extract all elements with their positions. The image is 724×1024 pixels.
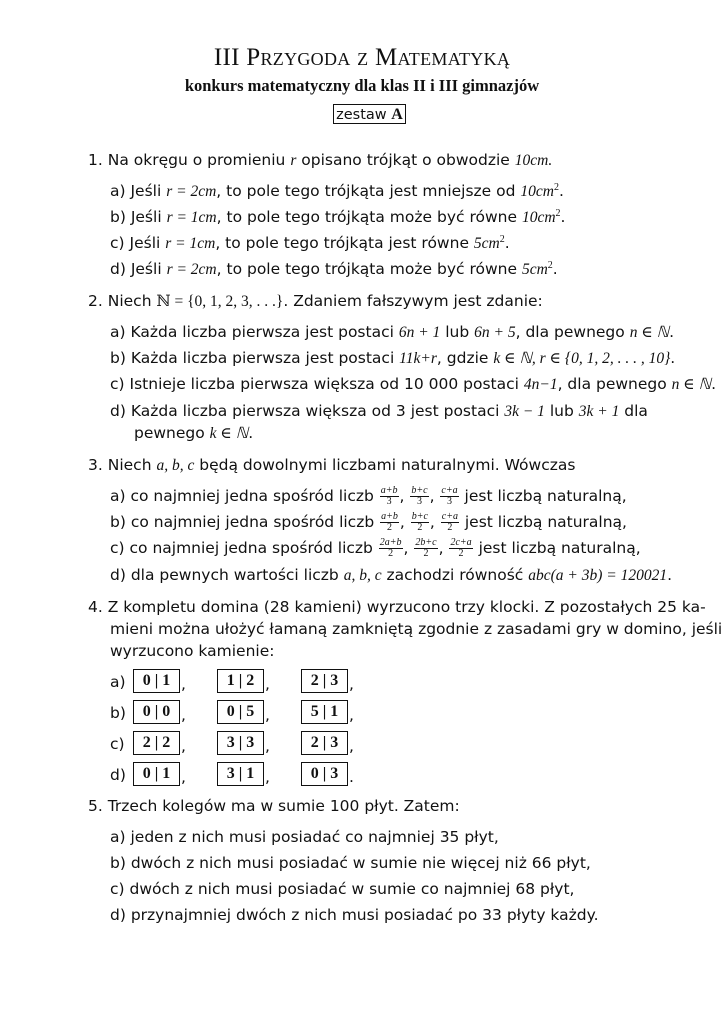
option-label: c) [110,234,125,252]
q1-stem-text-a: Na okręgu o promieniu [107,151,291,169]
option-end: . [504,234,510,252]
fraction-numerator: 2c+a [450,537,472,548]
option-end: . [670,349,676,367]
option-math: a, b, c [343,567,382,584]
fraction-denominator: 3 [416,496,422,507]
option-text: , to pole tego trójkąta jest równe [215,234,474,252]
q3-option-b: b) co najmniej jedna spośród liczb $\frac{a+b}{2}$ , $\frac{b+c}{2}$ , $\frac{c+a}{2}$ jest liczbą naturalną, [110,511,627,533]
superscript: 2 [547,259,553,271]
option-math: n ∈ ℕ [671,376,712,393]
q3-option-c: c) co najmniej jedna spośród liczb $\frac{2a+b}{2}$ , $\frac{2b+c}{2}$ , $\frac{2c+a}{2}$ jest liczbą naturalną, [110,537,641,559]
separator: , [349,706,354,724]
option-label: c) [110,375,125,393]
q4-stem-line3: wyrzucono kamienie: [110,642,275,660]
option-text: Jeśli [130,208,167,226]
option-text: jeden z nich musi posiadać co najmniej 35 płyt, [130,828,499,846]
q2-option-b [110,348,675,369]
q1-stem [88,150,552,171]
option-text: , to pole tego trójkąta jest mniejsze od [216,182,521,200]
fraction-denominator: 3 [447,496,453,507]
option-math: 3k − 1 [504,403,545,420]
option-text: lub [440,323,475,341]
option-text: pewnego [134,424,210,442]
domino-tile: 0 | 5 [217,700,264,724]
fraction-numerator: 2a+b [379,537,402,548]
option-math: k ∈ ℕ, r ∈ {0, 1, 2, . . . , 10} [493,350,671,367]
domino-tile: 2 | 3 [301,731,348,755]
fraction [380,486,399,507]
zestaw-label: zestaw [336,107,387,123]
fraction-numerator: a+b [381,511,398,522]
option-text: jest liczbą naturalną, [473,539,641,557]
q4-stem-text: Z kompletu domina (28 kamieni) wyrzucono trzy klocki. Z pozostałych 25 ka- [107,598,706,616]
domino-tile: 2 | 2 [133,731,180,755]
option-text: lub [544,402,579,420]
option-end: . [248,424,254,442]
option-text: zachodzi równość [381,566,529,584]
option-text: jest liczbą naturalną, [459,487,627,505]
fraction-denominator: 2 [458,548,464,559]
q4-option-d-label: d) [110,766,126,784]
option-math: r = 1cm [165,235,216,252]
option-math: 10cm [520,183,554,200]
fraction [414,538,437,559]
separator: , [181,706,186,724]
q1-number: 1. [88,151,103,169]
subtitle: konkurs matematyczny dla klas II i III gimnazjów [184,76,540,95]
option-text: , gdzie [436,349,494,367]
option-end: . [711,375,716,393]
fraction [441,512,459,533]
option-end: . [560,208,566,226]
option-text: , dla pewnego [557,375,672,393]
option-math: 5cm [473,235,500,252]
option-label: d) [110,906,126,924]
fraction-numerator: 2b+c [415,537,437,548]
domino-tile: 2 | 3 [301,669,348,693]
separator: , [265,675,270,693]
q2-number: 2. [88,292,103,310]
option-math: n ∈ ℕ [629,324,670,341]
fraction-numerator: c+a [441,485,458,496]
q1-stem-text-b: opisano trójkąt o obwodzie [296,151,515,169]
option-end: . [558,182,564,200]
option-label: c) [110,880,125,898]
q1-option-b [110,207,565,228]
q2-option-d-line2 [134,423,253,444]
superscript: 2 [499,233,505,245]
option-label: b) [110,208,126,226]
separator: , [181,675,186,693]
option-math: 6n + 5 [474,324,516,341]
option-text: przynajmniej dwóch z nich musi posiadać po 33 płyty każdy. [130,906,599,924]
domino-tile: 0 | 0 [133,700,180,724]
q2-option-a [110,322,674,343]
q4-stem-line1 [88,597,706,617]
option-text: jest liczbą naturalną, [459,513,627,531]
separator: , [265,737,270,755]
option-end: . [552,260,558,278]
domino-tile: 1 | 2 [217,669,264,693]
superscript: 2 [553,181,559,193]
q5-option-d [110,905,599,925]
option-text: Każda liczba pierwsza większa od 3 jest postaci [130,402,505,420]
option-label: a) [110,182,126,200]
title-roman: III [213,44,240,71]
fraction [440,486,458,507]
option-text: Jeśli [129,234,166,252]
domino-tile: 3 | 1 [217,762,264,786]
domino-tile: 0 | 1 [133,762,180,786]
separator: , [349,675,354,693]
option-label: b) [110,854,126,872]
q4-option-a-label: a) [110,673,126,691]
domino-tile: 5 | 1 [301,700,348,724]
end-period: . [349,768,354,786]
q5-option-a [110,827,499,847]
option-text: Każda liczba pierwsza jest postaci [130,349,400,367]
q3-stem [88,455,575,476]
q2-option-d-line1 [110,401,648,422]
option-text: dwóch z nich musi posiadać w sumie nie więcej niż 66 płyt, [130,854,591,872]
domino-tile: 0 | 1 [133,669,180,693]
separator: , [181,768,186,786]
option-text: , dla pewnego [515,323,630,341]
option-math: 5cm [521,261,548,278]
q3-stem-text-a: Niech [107,456,157,474]
q5-stem [88,796,460,816]
fraction-numerator: c+a [441,511,458,522]
option-label: a) [110,323,126,341]
separator: , [265,768,270,786]
separator: , [349,737,354,755]
option-text: dla [619,402,648,420]
zestaw-letter: A [391,106,403,123]
q1-stem-val: 10cm. [514,152,553,169]
q2-stem [88,291,543,312]
option-label: c) [110,539,125,557]
option-label: d) [110,566,126,584]
fraction [449,538,472,559]
q3-option-d [110,565,672,586]
q4-option-b-label: b) [110,704,126,722]
option-text: dwóch z nich musi posiadać w sumie co najmniej 68 płyt, [129,880,575,898]
option-label: b) [110,513,126,531]
fraction [410,486,428,507]
fraction-numerator: b+c [411,511,428,522]
fraction [379,538,403,559]
title-text: Przygoda z Matematyką [246,44,511,71]
option-label: d) [110,402,126,420]
option-text: Jeśli [130,182,167,200]
q4-stem-line2: mieni można ułożyć łamaną zamkniętą zgodnie z zasadami gry w domino, jeśli [110,620,723,638]
option-math: 11k+r [399,350,437,367]
zestaw-box [333,104,406,124]
option-text: Jeśli [130,260,167,278]
fraction-denominator: 3 [386,496,392,507]
fraction-denominator: 2 [423,548,429,559]
option-math: 4n−1 [523,376,558,393]
option-label: b) [110,349,126,367]
option-text: dla pewnych wartości liczb [130,566,344,584]
q5-option-b [110,853,591,873]
fraction-denominator: 2 [386,522,392,533]
fraction-denominator: 2 [388,548,394,559]
q1-option-c [110,233,510,254]
q1-option-d [110,259,558,280]
option-math: abc(a + 3b) = 120021 [528,567,668,584]
separator: , [265,706,270,724]
domino-tile: 3 | 3 [217,731,264,755]
fraction-denominator: 2 [447,522,453,533]
option-end: . [669,323,675,341]
q3-option-a: a) co najmniej jedna spośród liczb $\frac{a+b}{3}$ , $\frac{b+c}{3}$ , $\frac{c+a}{3}$ jest liczbą naturalną, [110,485,627,507]
fraction-denominator: 2 [417,522,423,533]
option-label: d) [110,260,126,278]
q5-option-c [110,879,574,899]
option-math: r = 2cm [166,261,217,278]
q3-number: 3. [88,456,103,474]
fraction-numerator: a+b [380,485,398,496]
fraction [380,512,399,533]
option-label: a) [110,828,126,846]
page-title [0,44,724,72]
q1-option-a [110,181,564,202]
superscript: 2 [555,207,561,219]
q4-number: 4. [88,598,103,616]
fraction-numerator: b+c [411,485,428,496]
option-text: co najmniej jedna spośród liczb [130,513,380,531]
q2-stem-text-b: . Zdaniem fałszywym jest zdanie: [283,292,543,310]
option-math: 6n + 1 [398,324,441,341]
option-end: . [667,566,673,584]
q4-option-c-label: c) [110,735,125,753]
option-math: 10cm [521,209,556,226]
option-math: k ∈ ℕ [209,425,249,442]
option-math: 3k + 1 [578,403,620,420]
option-text: , to pole tego trójkąta może być równe [216,208,522,226]
q2-stem-text-a: Niech [107,292,157,310]
option-label: a) [110,487,126,505]
q3-stem-text-b: będą dowolnymi liczbami naturalnymi. Wówczas [194,456,576,474]
fraction [411,512,429,533]
separator: , [181,737,186,755]
option-math: r = 1cm [166,209,217,226]
domino-tile: 0 | 3 [301,762,348,786]
option-text: Każda liczba pierwsza jest postaci [130,323,399,341]
option-text: co najmniej jedna spośród liczb [130,487,379,505]
q1-stem-var: r [290,152,297,169]
q3-stem-vars: a, b, c [156,457,195,474]
option-text: co najmniej jedna spośród liczb [129,539,378,557]
q5-number: 5. [88,797,103,815]
option-text: Istnieje liczba pierwsza większa od 10 000 postaci [129,375,524,393]
option-text: , to pole tego trójkąta może być równe [216,260,522,278]
option-math: r = 2cm [166,183,217,200]
q5-stem-text: Trzech kolegów ma w sumie 100 płyt. Zatem: [107,797,460,815]
q2-stem-set: ℕ = {0, 1, 2, 3, . . .} [156,293,284,310]
q2-option-c [110,374,716,395]
